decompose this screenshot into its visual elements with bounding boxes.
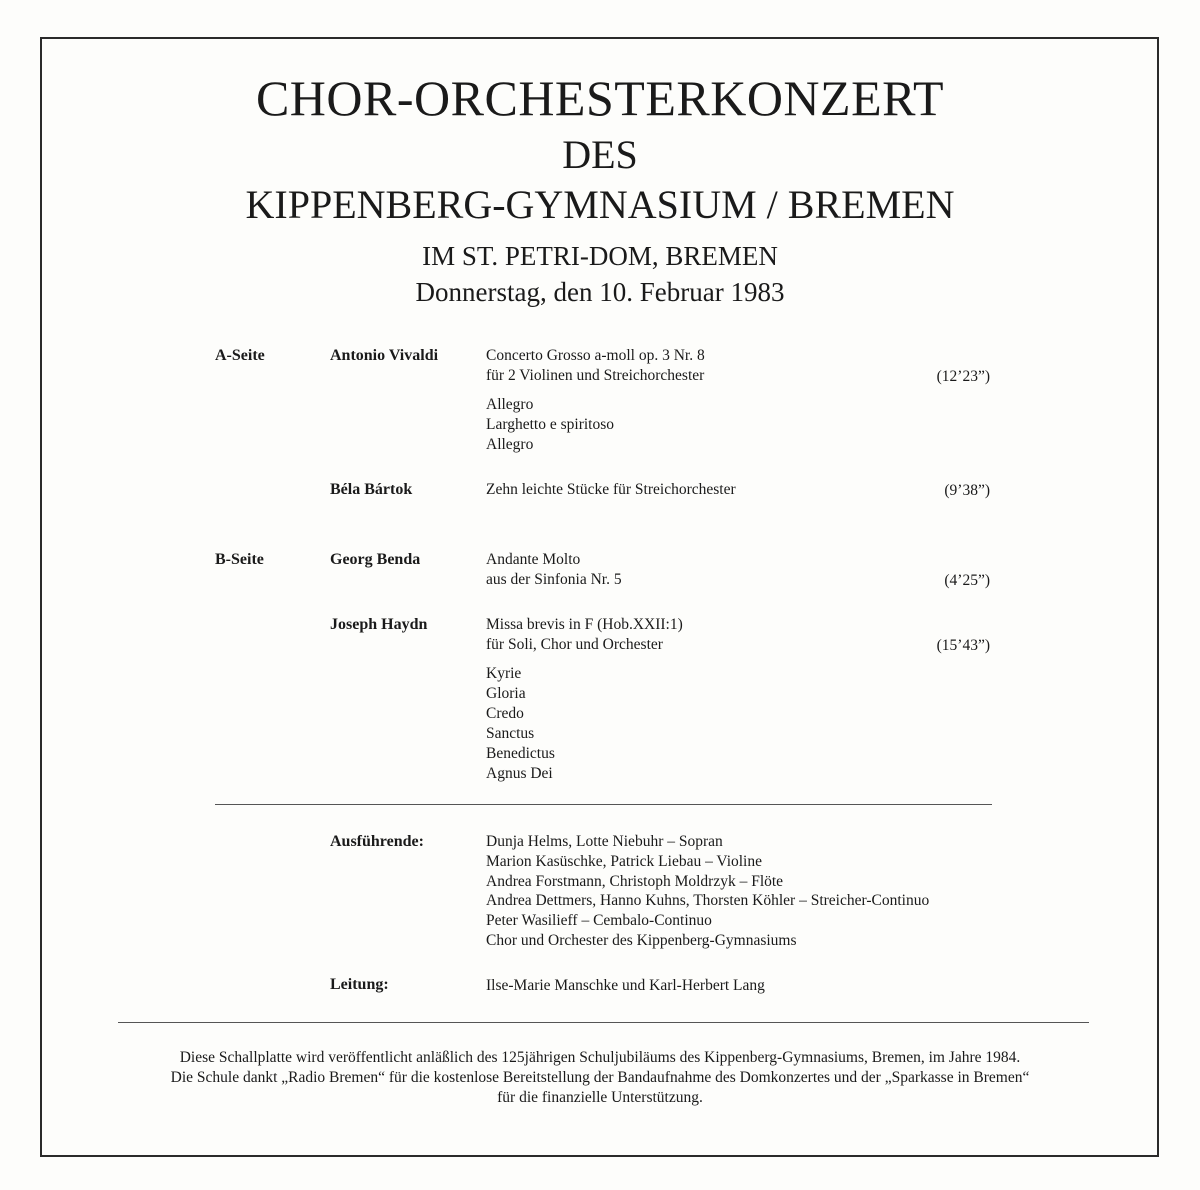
work-line: für 2 Violinen und Streichorchester (486, 367, 705, 384)
performer-line: Dunja Helms, Lotte Niebuhr – Sopran (486, 833, 723, 850)
movement: Allegro (486, 396, 534, 413)
performer-line: Andrea Forstmann, Christoph Moldrzyk – Flöte (486, 872, 784, 890)
title-connector: DES (562, 132, 638, 177)
divider-footer (118, 1022, 1089, 1023)
duration-vivaldi: (12’23”) (936, 368, 990, 385)
movement: Credo (486, 705, 524, 722)
duration-bartok: (9’38”) (944, 482, 990, 499)
duration-benda: (4’25”) (944, 572, 990, 589)
footer-line: Die Schule dankt „Radio Bremen“ für die kostenlose Bereitstellung der Bandaufnahme des Domkonzertes und der „Sparkasse in Bremen“ (170, 1069, 1030, 1086)
work-line: Andante Molto (486, 551, 581, 568)
movement: Allegro (486, 436, 534, 453)
composer-haydn: Joseph Haydn (330, 616, 428, 633)
side-label-a: A-Seite (215, 347, 265, 364)
divider-program (215, 804, 992, 805)
duration-haydn: (15’43”) (936, 637, 990, 654)
performers-list (486, 832, 929, 951)
performer-line: Marion Kasüschke, Patrick Liebau – Violine (486, 852, 762, 870)
work-bartok (486, 480, 736, 500)
composer-bartok: Béla Bártok (330, 481, 413, 498)
school-name: KIPPENBERG-GYMNASIUM / BREMEN (245, 182, 955, 227)
movement: Sanctus (486, 725, 535, 742)
work-line: Missa brevis in F (Hob.XXII:1) (486, 616, 683, 633)
movement: Agnus Dei (486, 765, 553, 782)
composer-benda: Georg Benda (330, 551, 421, 568)
venue: IM ST. PETRI-DOM, BREMEN (422, 241, 778, 271)
performer-line: Chor und Orchester des Kippenberg-Gymnasiums (486, 931, 797, 949)
movements-haydn (486, 664, 555, 784)
conductors-label: Leitung: (330, 976, 389, 993)
work-line: aus der Sinfonia Nr. 5 (486, 571, 622, 588)
footer-note (0, 1048, 1200, 1108)
work-line: Concerto Grosso a-moll op. 3 Nr. 8 (486, 347, 705, 364)
footer-line: für die finanzielle Unterstützung. (497, 1089, 703, 1106)
performer-line: Andrea Dettmers, Hanno Kuhns, Thorsten Köhler – Streicher-Continuo (486, 892, 930, 910)
movement: Larghetto e spiritoso (486, 416, 614, 433)
conductors-names: Ilse-Marie Manschke und Karl-Herbert Lang (486, 977, 765, 994)
movement: Benedictus (486, 745, 555, 762)
performers-label: Ausführende: (330, 833, 424, 850)
concert-title: CHOR-ORCHESTERKONZERT (255, 70, 945, 126)
composer-vivaldi: Antonio Vivaldi (330, 347, 439, 364)
work-vivaldi (486, 346, 705, 386)
work-line: Zehn leichte Stücke für Streichorchester (486, 481, 736, 498)
movement: Kyrie (486, 665, 522, 682)
work-benda (486, 550, 622, 590)
work-haydn (486, 615, 683, 655)
movements-vivaldi (486, 395, 614, 455)
movement: Gloria (486, 685, 526, 702)
footer-line: Diese Schallplatte wird veröffentlicht anläßlich des 125jährigen Schuljubiläums des Kippenberg-Gymnasiums, Bremen, im Jahre 1984. (179, 1049, 1021, 1066)
side-label-b: B-Seite (215, 551, 264, 568)
work-line: für Soli, Chor und Orchester (486, 636, 663, 653)
performer-line: Peter Wasilieff – Cembalo-Continuo (486, 912, 712, 930)
concert-date: Donnerstag, den 10. Februar 1983 (415, 277, 785, 307)
